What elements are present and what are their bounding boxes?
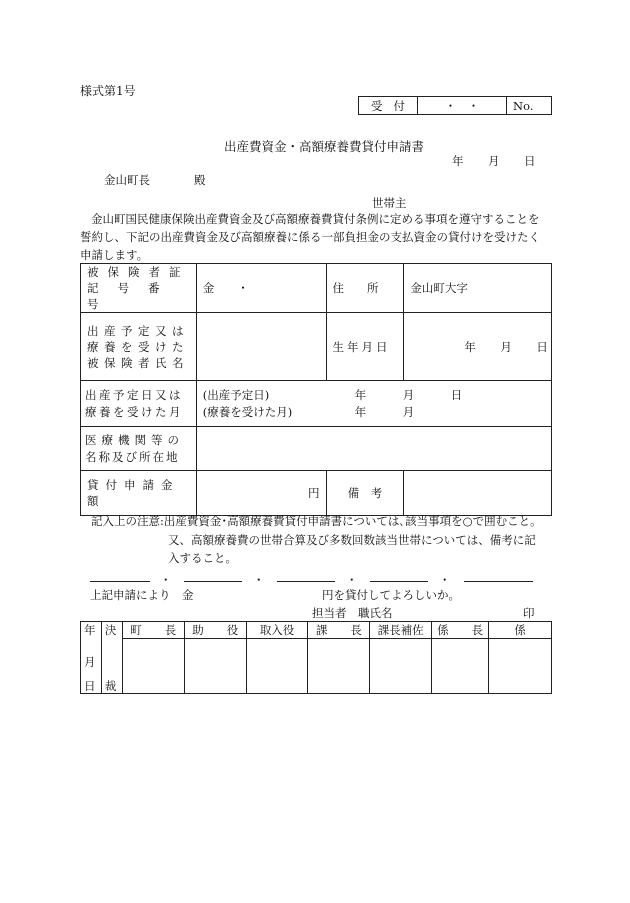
col-unit-chief: 係 長 bbox=[432, 622, 489, 639]
person-label-line2: 療養を受けた bbox=[87, 339, 189, 354]
col-treasurer: 取入役 bbox=[246, 622, 308, 639]
decision-column bbox=[101, 622, 122, 694]
approval-prefix: 上記申請により 金 bbox=[90, 588, 194, 602]
medical-label-line1: 医療機関等の bbox=[85, 432, 184, 447]
insured-card-label bbox=[81, 264, 197, 313]
approval-suffix: 円を貸付してよろしいか。 bbox=[322, 588, 460, 602]
date-char-day: 日 bbox=[84, 679, 96, 693]
stamp-deputy-mayor[interactable] bbox=[184, 639, 246, 694]
col-section-chief: 課 長 bbox=[308, 622, 370, 639]
person-label-line3: 被保険者氏名 bbox=[87, 355, 189, 370]
approval-table bbox=[80, 621, 552, 694]
treat-year: 年 bbox=[354, 405, 367, 419]
date-char-year: 年 bbox=[84, 623, 96, 637]
col-deputy-mayor: 助 役 bbox=[184, 622, 246, 639]
date-month: 月 bbox=[488, 154, 500, 168]
addressee-name: 金山町長 bbox=[104, 173, 150, 187]
decision-char-2: 裁 bbox=[104, 679, 117, 693]
remarks-value[interactable] bbox=[404, 471, 552, 516]
page-title: 出産費資金・高額療養費貸付申請書 bbox=[224, 139, 425, 154]
receipt-box bbox=[358, 96, 552, 115]
date-value[interactable] bbox=[196, 381, 551, 427]
addressee-honorific: 殿 bbox=[194, 173, 206, 187]
date-label-line1: 出産予定日又は bbox=[85, 387, 183, 402]
due-month: 月 bbox=[402, 388, 415, 402]
body-text-line3: 申請します。 bbox=[80, 248, 149, 262]
birthdate-day: 日 bbox=[536, 340, 548, 354]
due-year: 年 bbox=[354, 388, 367, 402]
col-staff: 係 bbox=[489, 622, 552, 639]
signature-line-2[interactable] bbox=[184, 581, 242, 582]
notes-line2: 又、高額療養費の世帯合算及び多数回数該当世帯については、備考に記 bbox=[168, 533, 536, 547]
date-day: 日 bbox=[524, 154, 536, 168]
body-text-line1: 金山町国民健康保険出産費資金及び高額療養費貸付条例に定める事項を遵守することを bbox=[91, 212, 540, 226]
person-label-line1: 出産予定又は bbox=[87, 323, 189, 338]
date-year: 年 bbox=[452, 154, 464, 168]
stamp-assistant-chief[interactable] bbox=[370, 639, 432, 694]
birthdate-label: 生年月日 bbox=[326, 313, 404, 381]
medical-institution-value[interactable] bbox=[196, 427, 551, 471]
receipt-number: No. bbox=[507, 97, 552, 115]
notes-line1: 記入上の注意:出産費資金･高額療養費貸付申請書については､該当事項を○で囲むこと。 bbox=[91, 514, 542, 528]
birthdate-value[interactable] bbox=[404, 313, 552, 381]
staff-label: 担当者 職氏名 bbox=[312, 606, 393, 620]
seal-mark: 印 bbox=[523, 606, 535, 620]
medical-institution-label bbox=[81, 427, 197, 471]
receipt-date: ・ ・ bbox=[418, 97, 507, 115]
separator-dot: ・ bbox=[253, 573, 265, 587]
medical-label-line2: 名称及び所在地 bbox=[85, 449, 180, 464]
insured-label-line2: 記号番号 bbox=[87, 281, 179, 311]
treat-month: 月 bbox=[402, 405, 415, 419]
insured-person-label bbox=[81, 313, 197, 381]
loan-amount-value[interactable] bbox=[196, 471, 326, 516]
stamp-section-chief[interactable] bbox=[308, 639, 370, 694]
yen-label: 円 bbox=[308, 486, 320, 500]
decision-char-1: 決 bbox=[104, 623, 117, 637]
stamp-staff[interactable] bbox=[489, 639, 552, 694]
treat-month-text: (療養を受けた月) bbox=[202, 405, 293, 419]
birthdate-year: 年 bbox=[464, 340, 476, 354]
insured-card-value[interactable]: 金 ・ bbox=[196, 264, 326, 313]
loan-amount-label: 貸付申請金額 bbox=[81, 471, 197, 516]
stamp-treasurer[interactable] bbox=[246, 639, 308, 694]
insured-person-name[interactable] bbox=[196, 313, 326, 381]
birthdate-month: 月 bbox=[500, 340, 512, 354]
due-date-text: (出産予定日) bbox=[202, 388, 270, 402]
form-number: 様式第1号 bbox=[80, 84, 136, 98]
signature-line-4[interactable] bbox=[370, 581, 428, 582]
date-label-line2: 療養を受けた月 bbox=[85, 404, 183, 419]
separator-dot: ・ bbox=[160, 573, 172, 587]
separator-dot: ・ bbox=[439, 573, 451, 587]
stamp-unit-chief[interactable] bbox=[432, 639, 489, 694]
address-label: 住 所 bbox=[326, 264, 404, 313]
date-label bbox=[81, 381, 197, 427]
application-table bbox=[80, 263, 552, 516]
householder-label: 世帯主 bbox=[372, 196, 407, 210]
signature-line-5[interactable] bbox=[464, 581, 533, 582]
separator-dot: ・ bbox=[346, 573, 358, 587]
due-day: 日 bbox=[450, 388, 463, 402]
signature-line-1[interactable] bbox=[90, 581, 150, 582]
remarks-label: 備 考 bbox=[326, 471, 404, 516]
insured-label-line1: 被保険者証 bbox=[87, 265, 190, 279]
date-char-month: 月 bbox=[84, 655, 96, 669]
col-mayor: 町 長 bbox=[122, 622, 184, 639]
signature-line-3[interactable] bbox=[277, 581, 335, 582]
receipt-label-a: 受 bbox=[371, 98, 383, 113]
stamp-mayor[interactable] bbox=[122, 639, 184, 694]
body-text-line2: 誓約し、下記の出産費資金及び高額療養に係る一部負担金の支払資金の貸付けを受けたく bbox=[80, 230, 540, 244]
notes-line3: 入すること。 bbox=[168, 551, 237, 565]
date-column bbox=[81, 622, 102, 694]
address-value[interactable]: 金山町大字 bbox=[404, 264, 552, 313]
col-assistant-chief: 課長補佐 bbox=[370, 622, 432, 639]
receipt-label-b: 付 bbox=[393, 98, 405, 113]
